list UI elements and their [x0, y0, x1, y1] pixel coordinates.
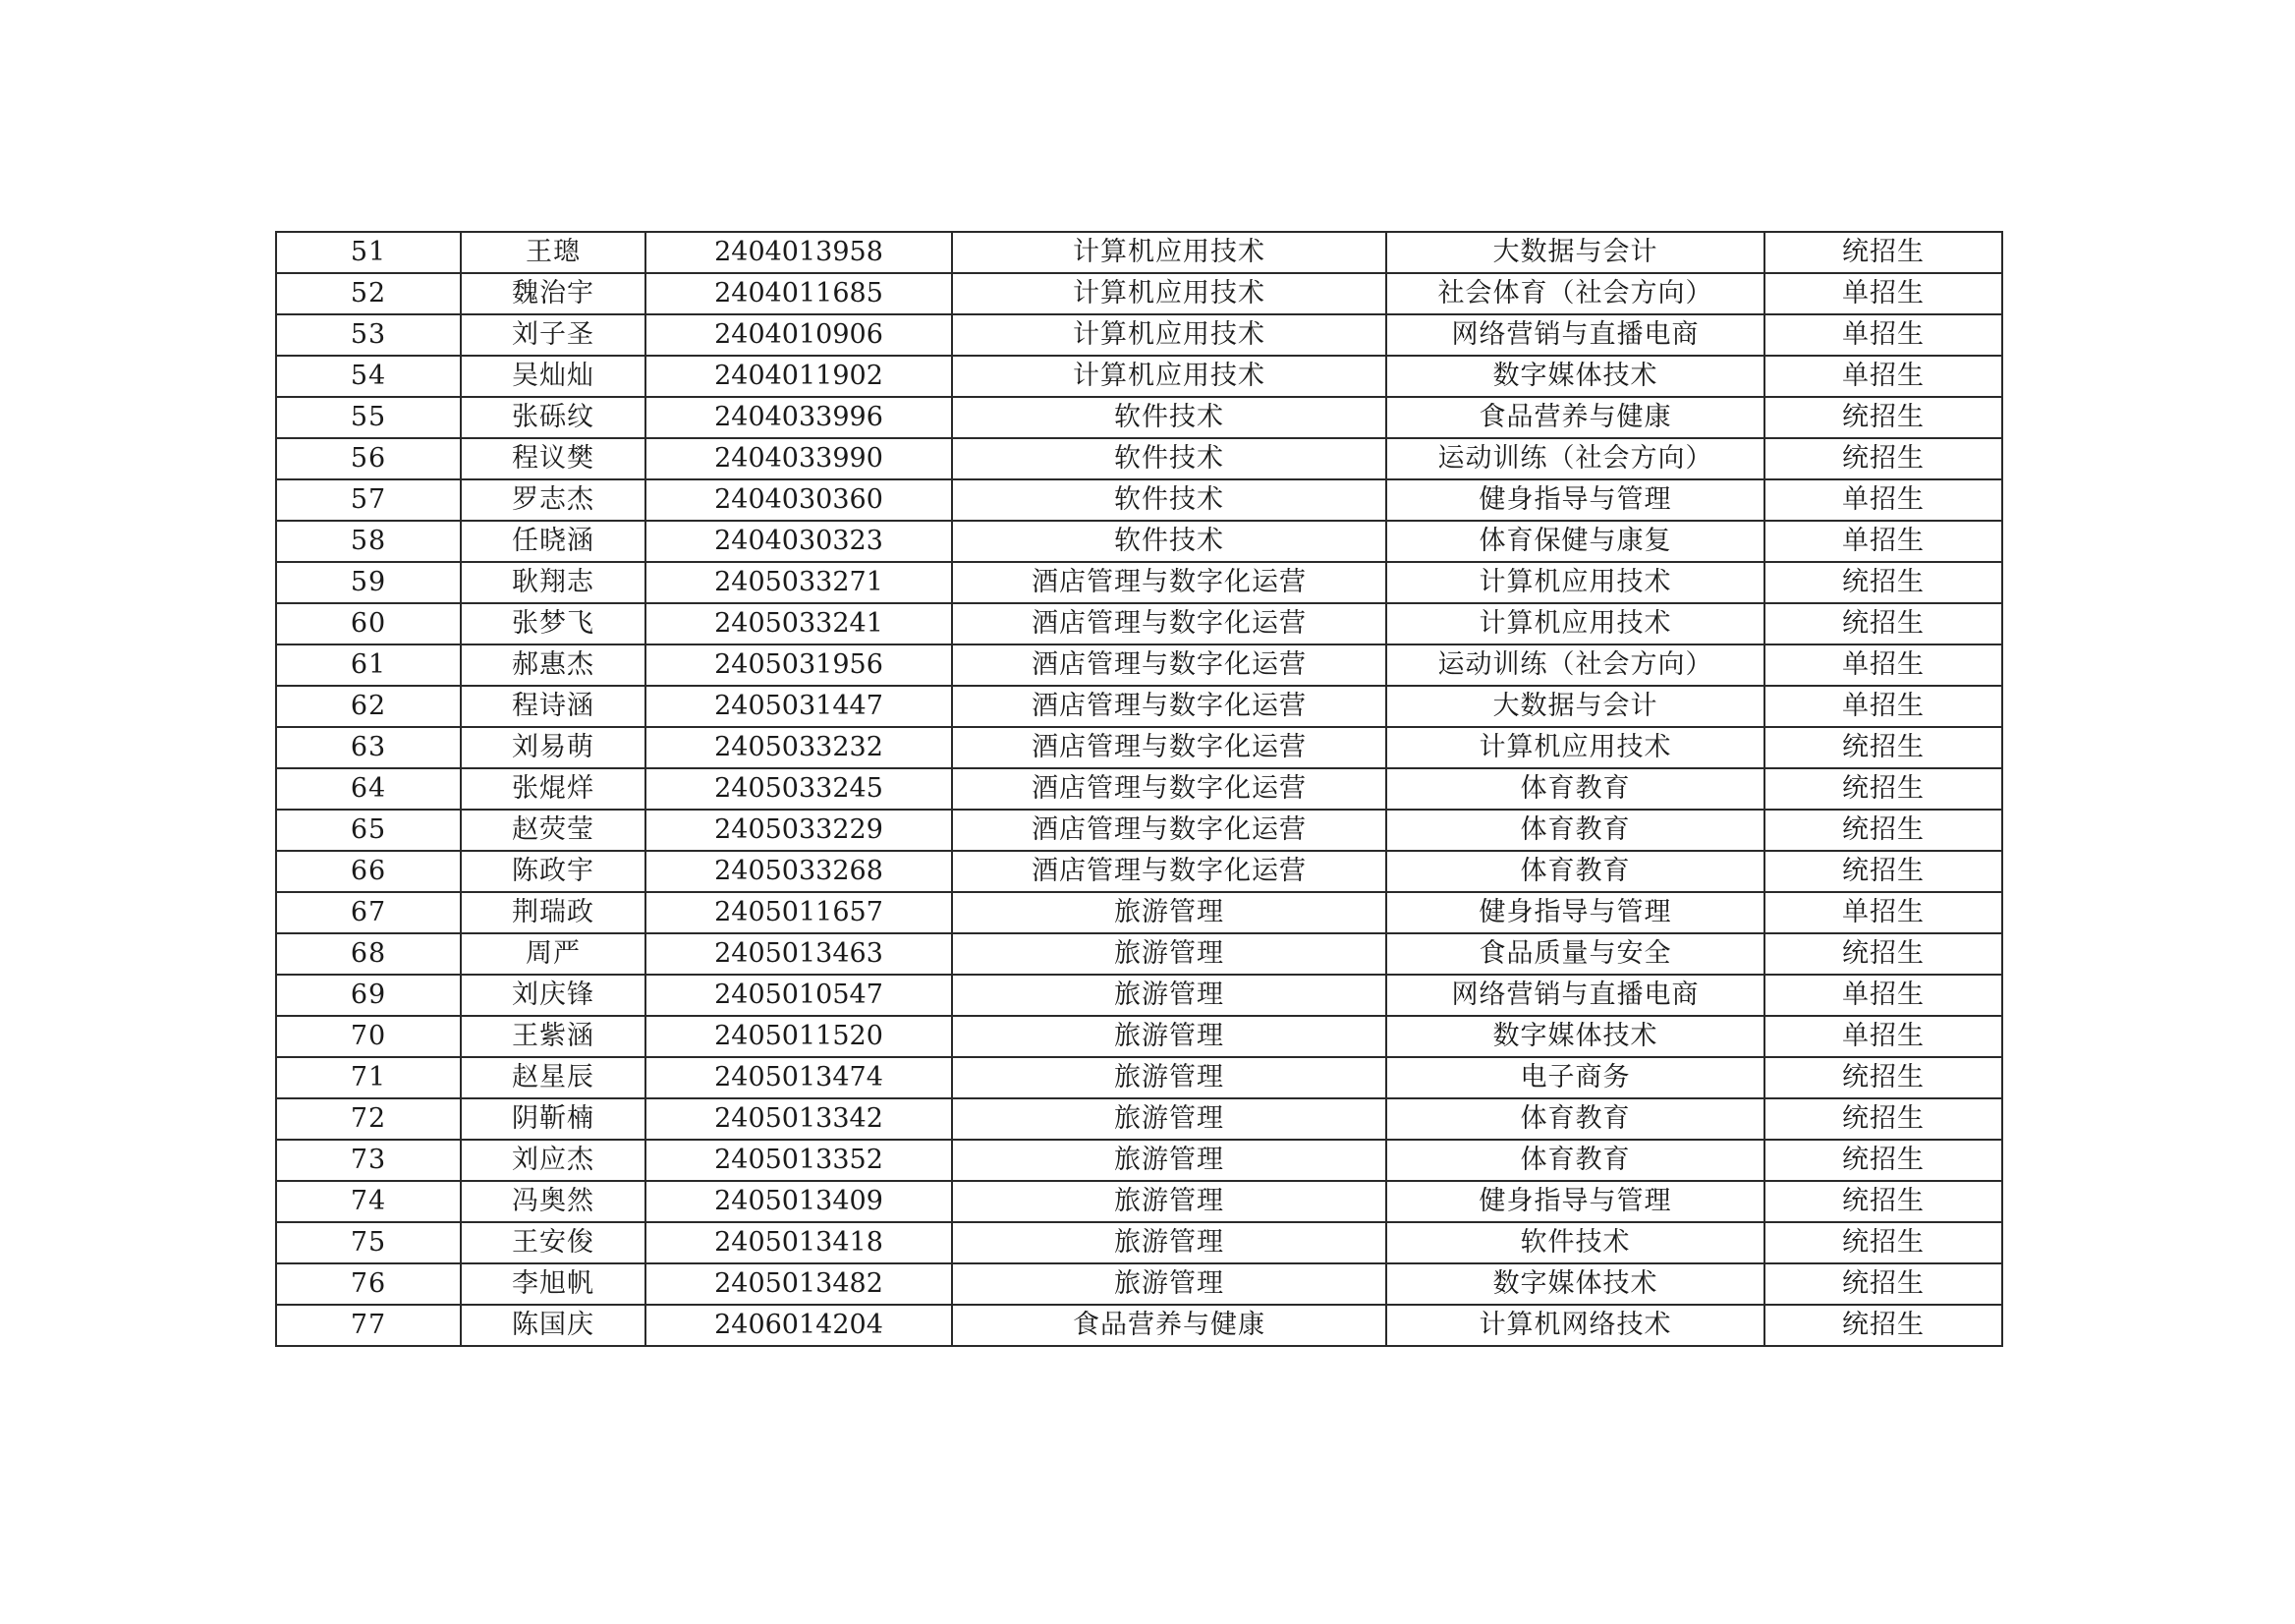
- original-major-cell: 旅游管理: [952, 1140, 1386, 1181]
- student-name-cell: 张梦飞: [461, 603, 645, 644]
- student-id-cell: 2404011902: [645, 356, 952, 397]
- student-name-cell: 王安俊: [461, 1222, 645, 1263]
- original-major-cell: 软件技术: [952, 521, 1386, 562]
- student-name-cell: 王紫涵: [461, 1016, 645, 1057]
- enrollment-type-cell: 统招生: [1764, 1098, 2002, 1140]
- row-number-cell: 76: [276, 1263, 461, 1305]
- row-number-cell: 53: [276, 314, 461, 356]
- student-id-cell: 2405013463: [645, 933, 952, 975]
- row-number-cell: 74: [276, 1181, 461, 1222]
- student-id-cell: 2404030323: [645, 521, 952, 562]
- row-number-cell: 60: [276, 603, 461, 644]
- transfer-major-cell: 计算机网络技术: [1386, 1305, 1764, 1346]
- enrollment-type-cell: 统招生: [1764, 1140, 2002, 1181]
- enrollment-type-cell: 统招生: [1764, 810, 2002, 851]
- enrollment-type-cell: 统招生: [1764, 438, 2002, 479]
- student-id-cell: 2404011685: [645, 273, 952, 314]
- table-row: [276, 1016, 2002, 1057]
- row-number-cell: 68: [276, 933, 461, 975]
- transfer-major-cell: 大数据与会计: [1386, 232, 1764, 273]
- original-major-cell: 旅游管理: [952, 1098, 1386, 1140]
- transfer-major-cell: 数字媒体技术: [1386, 356, 1764, 397]
- table-row: [276, 603, 2002, 644]
- table-row: [276, 851, 2002, 892]
- row-number-cell: 52: [276, 273, 461, 314]
- original-major-cell: 旅游管理: [952, 933, 1386, 975]
- original-major-cell: 旅游管理: [952, 1057, 1386, 1098]
- table-row: [276, 1181, 2002, 1222]
- student-id-cell: 2405031956: [645, 644, 952, 686]
- student-name-cell: 李旭帆: [461, 1263, 645, 1305]
- row-number-cell: 63: [276, 727, 461, 768]
- table-row: [276, 1305, 2002, 1346]
- student-id-cell: 2404033990: [645, 438, 952, 479]
- enrollment-type-cell: 单招生: [1764, 644, 2002, 686]
- table-row: [276, 1222, 2002, 1263]
- student-name-cell: 冯奥然: [461, 1181, 645, 1222]
- enrollment-type-cell: 单招生: [1764, 892, 2002, 933]
- student-id-cell: 2405013482: [645, 1263, 952, 1305]
- enrollment-type-cell: 统招生: [1764, 232, 2002, 273]
- original-major-cell: 食品营养与健康: [952, 1305, 1386, 1346]
- student-name-cell: 刘子圣: [461, 314, 645, 356]
- table-row: [276, 892, 2002, 933]
- enrollment-type-cell: 统招生: [1764, 1181, 2002, 1222]
- transfer-major-cell: 计算机应用技术: [1386, 727, 1764, 768]
- table-body: [276, 232, 2002, 1346]
- original-major-cell: 软件技术: [952, 397, 1386, 438]
- student-id-cell: 2404013958: [645, 232, 952, 273]
- enrollment-type-cell: 单招生: [1764, 521, 2002, 562]
- table-row: [276, 1140, 2002, 1181]
- transfer-major-cell: 软件技术: [1386, 1222, 1764, 1263]
- student-name-cell: 任晓涵: [461, 521, 645, 562]
- enrollment-type-cell: 统招生: [1764, 933, 2002, 975]
- row-number-cell: 70: [276, 1016, 461, 1057]
- row-number-cell: 61: [276, 644, 461, 686]
- student-id-cell: 2405013409: [645, 1181, 952, 1222]
- table-row: [276, 314, 2002, 356]
- enrollment-type-cell: 单招生: [1764, 686, 2002, 727]
- transfer-major-cell: 食品质量与安全: [1386, 933, 1764, 975]
- transfer-major-cell: 健身指导与管理: [1386, 479, 1764, 521]
- student-id-cell: 2405013342: [645, 1098, 952, 1140]
- transfer-major-cell: 大数据与会计: [1386, 686, 1764, 727]
- original-major-cell: 旅游管理: [952, 892, 1386, 933]
- student-id-cell: 2405013418: [645, 1222, 952, 1263]
- row-number-cell: 55: [276, 397, 461, 438]
- student-name-cell: 郝惠杰: [461, 644, 645, 686]
- table-row: [276, 810, 2002, 851]
- student-name-cell: 刘庆锋: [461, 975, 645, 1016]
- student-name-cell: 罗志杰: [461, 479, 645, 521]
- student-name-cell: 阴靳楠: [461, 1098, 645, 1140]
- student-name-cell: 刘易萌: [461, 727, 645, 768]
- table-row: [276, 397, 2002, 438]
- student-name-cell: 吴灿灿: [461, 356, 645, 397]
- original-major-cell: 计算机应用技术: [952, 273, 1386, 314]
- original-major-cell: 酒店管理与数字化运营: [952, 727, 1386, 768]
- student-name-cell: 陈政宇: [461, 851, 645, 892]
- student-id-cell: 2404030360: [645, 479, 952, 521]
- table-row: [276, 1057, 2002, 1098]
- row-number-cell: 62: [276, 686, 461, 727]
- original-major-cell: 旅游管理: [952, 1016, 1386, 1057]
- original-major-cell: 酒店管理与数字化运营: [952, 768, 1386, 810]
- original-major-cell: 酒店管理与数字化运营: [952, 603, 1386, 644]
- original-major-cell: 酒店管理与数字化运营: [952, 644, 1386, 686]
- transfer-major-cell: 网络营销与直播电商: [1386, 314, 1764, 356]
- student-id-cell: 2405031447: [645, 686, 952, 727]
- student-id-cell: 2405033229: [645, 810, 952, 851]
- enrollment-type-cell: 统招生: [1764, 768, 2002, 810]
- student-name-cell: 程议樊: [461, 438, 645, 479]
- student-name-cell: 程诗涵: [461, 686, 645, 727]
- table-row: [276, 933, 2002, 975]
- student-id-cell: 2405013474: [645, 1057, 952, 1098]
- transfer-major-cell: 体育教育: [1386, 1098, 1764, 1140]
- enrollment-type-cell: 统招生: [1764, 1222, 2002, 1263]
- original-major-cell: 酒店管理与数字化运营: [952, 562, 1386, 603]
- row-number-cell: 54: [276, 356, 461, 397]
- student-id-cell: 2406014204: [645, 1305, 952, 1346]
- table-row: [276, 686, 2002, 727]
- row-number-cell: 59: [276, 562, 461, 603]
- enrollment-type-cell: 单招生: [1764, 1016, 2002, 1057]
- table-row: [276, 479, 2002, 521]
- enrollment-type-cell: 单招生: [1764, 479, 2002, 521]
- enrollment-type-cell: 统招生: [1764, 603, 2002, 644]
- table-row: [276, 644, 2002, 686]
- row-number-cell: 71: [276, 1057, 461, 1098]
- table-row: [276, 1263, 2002, 1305]
- row-number-cell: 69: [276, 975, 461, 1016]
- enrollment-type-cell: 单招生: [1764, 975, 2002, 1016]
- enrollment-type-cell: 单招生: [1764, 314, 2002, 356]
- original-major-cell: 酒店管理与数字化运营: [952, 851, 1386, 892]
- original-major-cell: 旅游管理: [952, 1222, 1386, 1263]
- row-number-cell: 51: [276, 232, 461, 273]
- row-number-cell: 58: [276, 521, 461, 562]
- transfer-roster-table: [275, 231, 2003, 1347]
- table-row: [276, 768, 2002, 810]
- table-row: [276, 438, 2002, 479]
- transfer-major-cell: 健身指导与管理: [1386, 892, 1764, 933]
- enrollment-type-cell: 统招生: [1764, 562, 2002, 603]
- enrollment-type-cell: 统招生: [1764, 397, 2002, 438]
- original-major-cell: 计算机应用技术: [952, 232, 1386, 273]
- enrollment-type-cell: 统招生: [1764, 851, 2002, 892]
- transfer-major-cell: 社会体育（社会方向）: [1386, 273, 1764, 314]
- student-name-cell: 赵星辰: [461, 1057, 645, 1098]
- student-name-cell: 王璁: [461, 232, 645, 273]
- transfer-major-cell: 计算机应用技术: [1386, 562, 1764, 603]
- original-major-cell: 酒店管理与数字化运营: [952, 686, 1386, 727]
- transfer-major-cell: 食品营养与健康: [1386, 397, 1764, 438]
- student-id-cell: 2405033241: [645, 603, 952, 644]
- row-number-cell: 72: [276, 1098, 461, 1140]
- transfer-major-cell: 数字媒体技术: [1386, 1016, 1764, 1057]
- student-name-cell: 陈国庆: [461, 1305, 645, 1346]
- student-id-cell: 2405011520: [645, 1016, 952, 1057]
- row-number-cell: 77: [276, 1305, 461, 1346]
- table-row: [276, 1098, 2002, 1140]
- original-major-cell: 旅游管理: [952, 975, 1386, 1016]
- enrollment-type-cell: 统招生: [1764, 1263, 2002, 1305]
- transfer-major-cell: 体育教育: [1386, 810, 1764, 851]
- table-row: [276, 521, 2002, 562]
- student-id-cell: 2404033996: [645, 397, 952, 438]
- student-id-cell: 2405010547: [645, 975, 952, 1016]
- document-page: [275, 231, 1989, 1347]
- table-row: [276, 232, 2002, 273]
- student-id-cell: 2405033245: [645, 768, 952, 810]
- table-row: [276, 356, 2002, 397]
- table-row: [276, 727, 2002, 768]
- original-major-cell: 软件技术: [952, 438, 1386, 479]
- transfer-major-cell: 体育教育: [1386, 768, 1764, 810]
- student-name-cell: 张焜烊: [461, 768, 645, 810]
- enrollment-type-cell: 统招生: [1764, 1305, 2002, 1346]
- student-id-cell: 2405011657: [645, 892, 952, 933]
- student-id-cell: 2405033271: [645, 562, 952, 603]
- student-id-cell: 2404010906: [645, 314, 952, 356]
- transfer-major-cell: 体育教育: [1386, 1140, 1764, 1181]
- original-major-cell: 旅游管理: [952, 1263, 1386, 1305]
- student-id-cell: 2405033268: [645, 851, 952, 892]
- transfer-major-cell: 计算机应用技术: [1386, 603, 1764, 644]
- original-major-cell: 旅游管理: [952, 1181, 1386, 1222]
- student-id-cell: 2405013352: [645, 1140, 952, 1181]
- student-name-cell: 张砾纹: [461, 397, 645, 438]
- table-row: [276, 562, 2002, 603]
- table-row: [276, 273, 2002, 314]
- row-number-cell: 66: [276, 851, 461, 892]
- transfer-major-cell: 数字媒体技术: [1386, 1263, 1764, 1305]
- table-row: [276, 975, 2002, 1016]
- student-name-cell: 耿翔志: [461, 562, 645, 603]
- transfer-major-cell: 健身指导与管理: [1386, 1181, 1764, 1222]
- transfer-major-cell: 网络营销与直播电商: [1386, 975, 1764, 1016]
- transfer-major-cell: 体育保健与康复: [1386, 521, 1764, 562]
- row-number-cell: 56: [276, 438, 461, 479]
- enrollment-type-cell: 统招生: [1764, 727, 2002, 768]
- original-major-cell: 计算机应用技术: [952, 314, 1386, 356]
- row-number-cell: 64: [276, 768, 461, 810]
- row-number-cell: 73: [276, 1140, 461, 1181]
- enrollment-type-cell: 单招生: [1764, 273, 2002, 314]
- student-name-cell: 魏治宇: [461, 273, 645, 314]
- student-name-cell: 周严: [461, 933, 645, 975]
- student-name-cell: 刘应杰: [461, 1140, 645, 1181]
- transfer-major-cell: 运动训练（社会方向）: [1386, 644, 1764, 686]
- transfer-major-cell: 体育教育: [1386, 851, 1764, 892]
- row-number-cell: 67: [276, 892, 461, 933]
- original-major-cell: 软件技术: [952, 479, 1386, 521]
- enrollment-type-cell: 统招生: [1764, 1057, 2002, 1098]
- student-name-cell: 荆瑞政: [461, 892, 645, 933]
- student-name-cell: 赵荧莹: [461, 810, 645, 851]
- enrollment-type-cell: 单招生: [1764, 356, 2002, 397]
- student-id-cell: 2405033232: [645, 727, 952, 768]
- original-major-cell: 计算机应用技术: [952, 356, 1386, 397]
- row-number-cell: 65: [276, 810, 461, 851]
- transfer-major-cell: 运动训练（社会方向）: [1386, 438, 1764, 479]
- original-major-cell: 酒店管理与数字化运营: [952, 810, 1386, 851]
- transfer-major-cell: 电子商务: [1386, 1057, 1764, 1098]
- row-number-cell: 57: [276, 479, 461, 521]
- row-number-cell: 75: [276, 1222, 461, 1263]
